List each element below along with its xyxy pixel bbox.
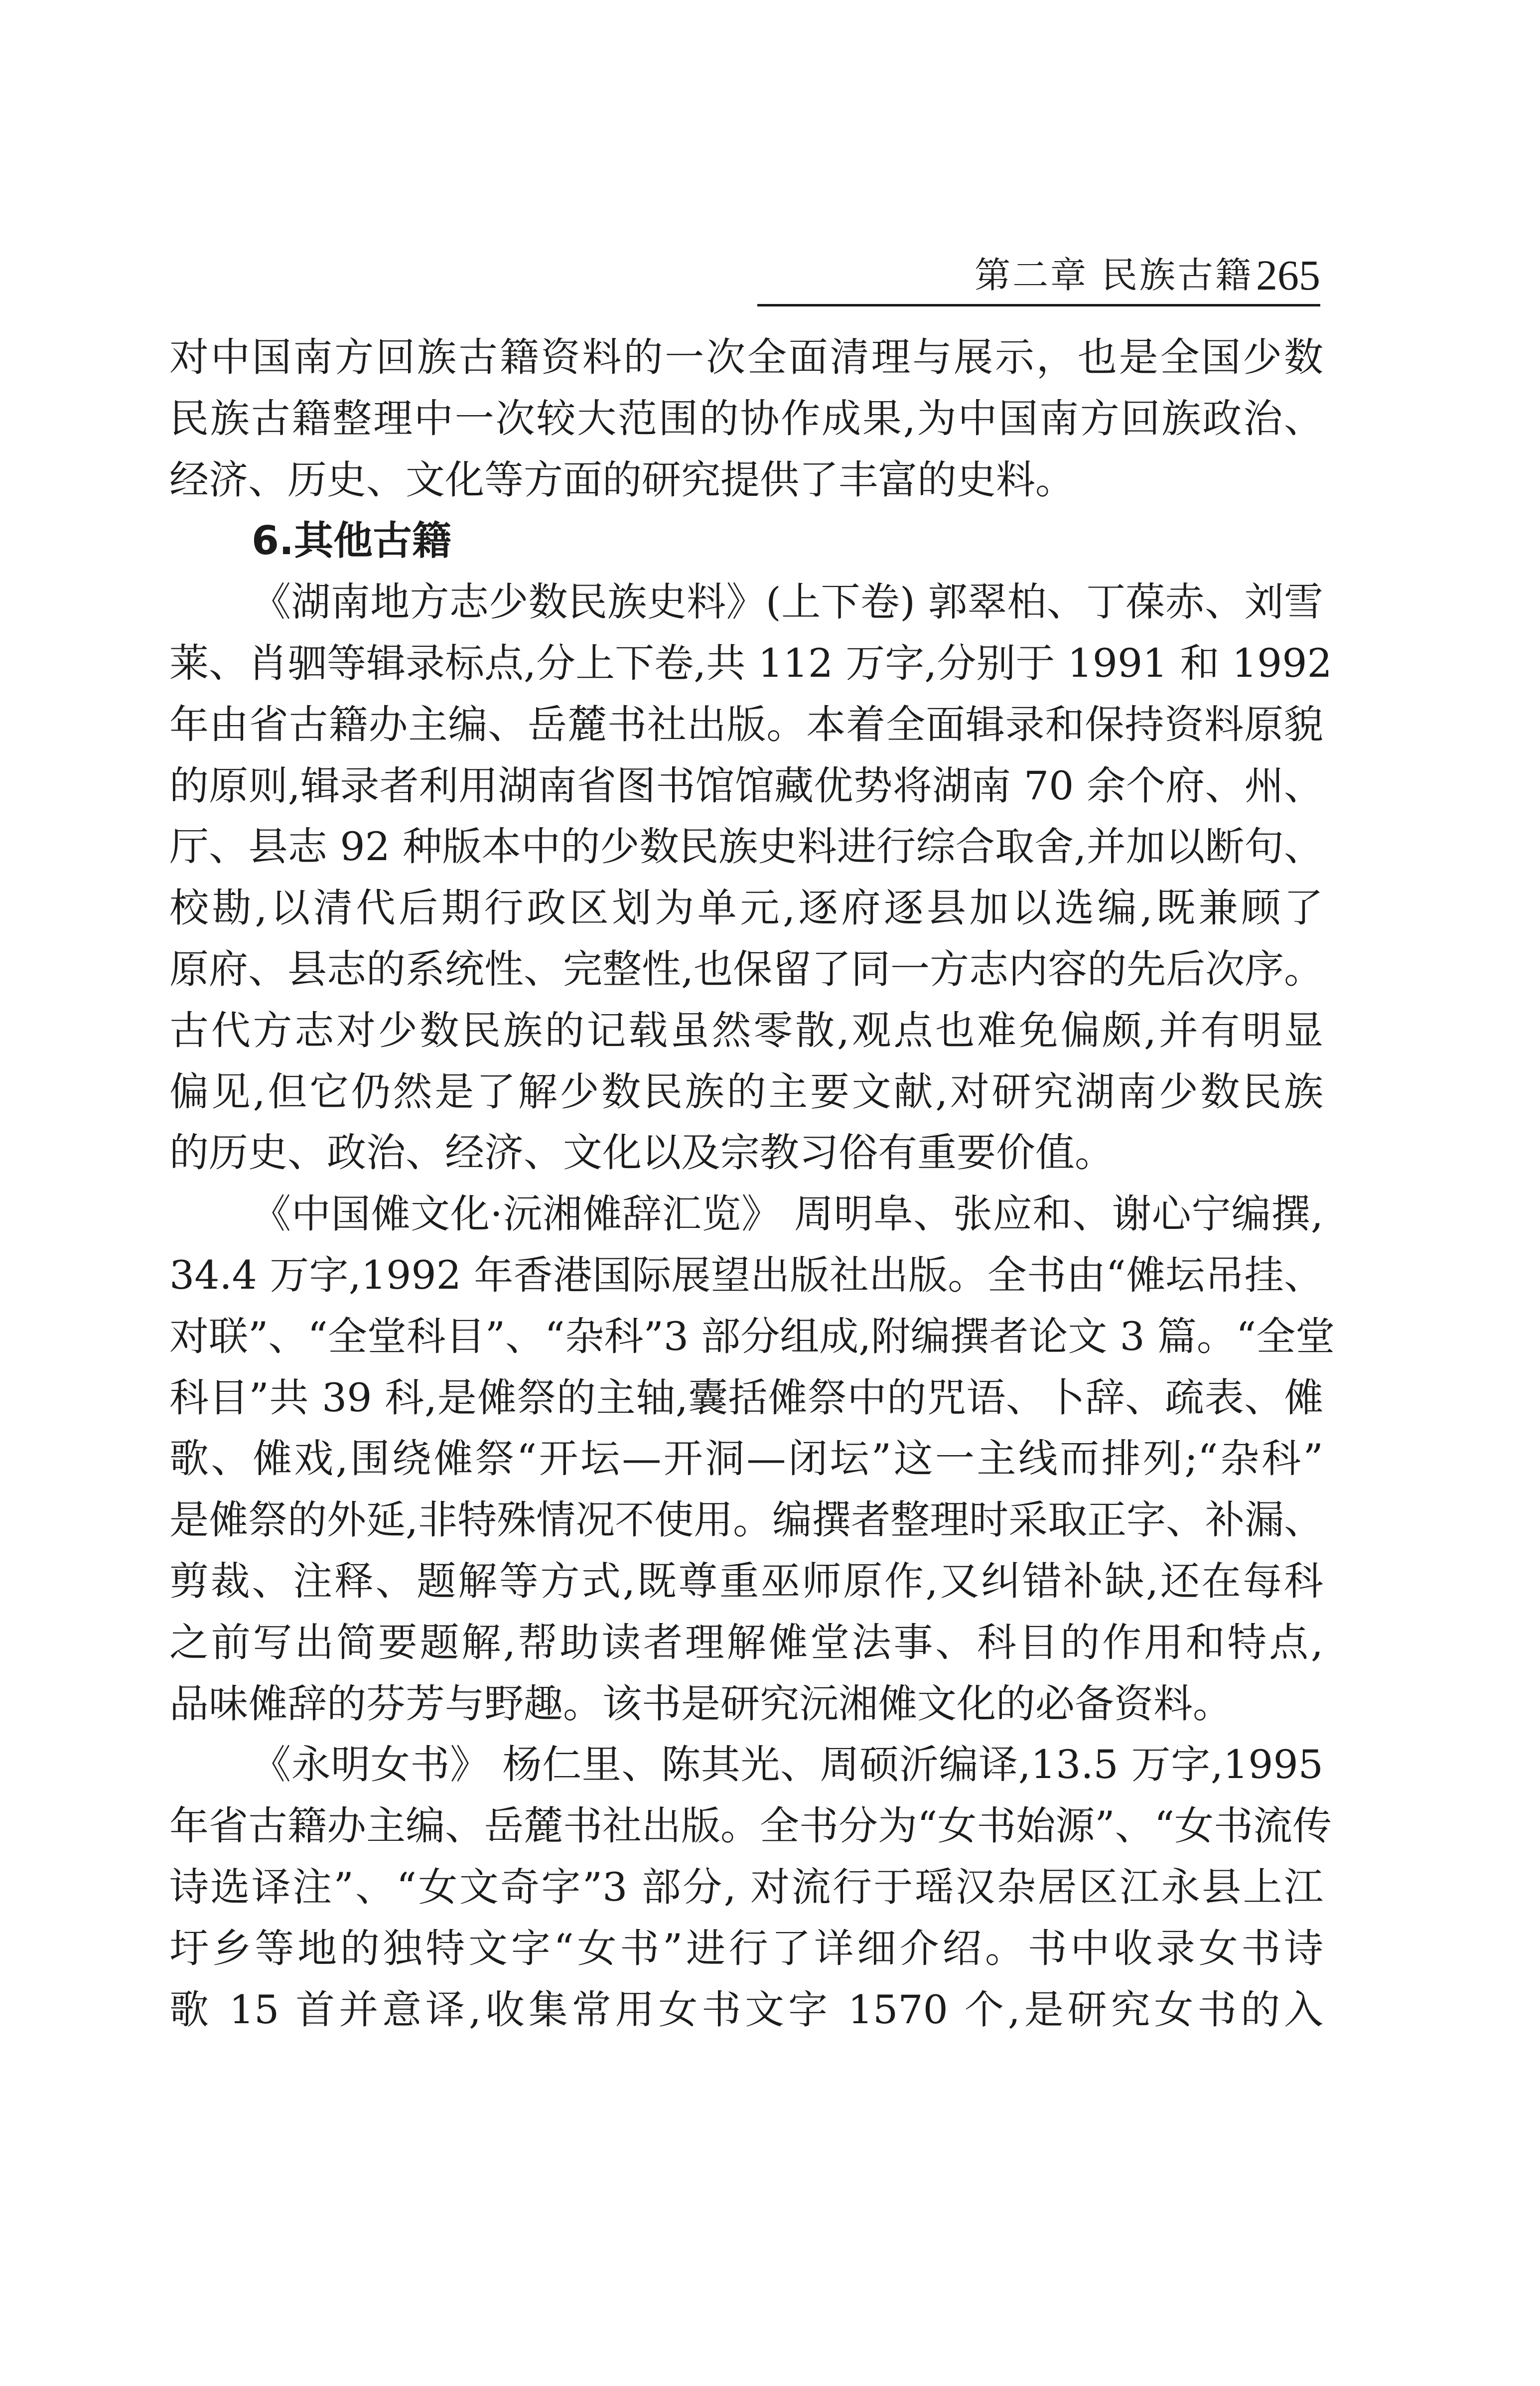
text-line: 是傩祭的外延,非特殊情况不使用。编撰者整理时采取正字、补漏、 bbox=[169, 1497, 1324, 1543]
text-line: 年由省古籍办主编、岳麓书社出版。本着全面辑录和保持资料原貌 bbox=[169, 701, 1323, 747]
text-line: 《湖南地方志少数民族史料》(上下卷) 郭翠柏、丁葆赤、刘雪 bbox=[252, 579, 1323, 625]
text-line: 厅、县志 92 种版本中的少数民族史料进行综合取舍,并加以断句、 bbox=[169, 824, 1323, 870]
text-line: 莱、肖驷等辑录标点,分上下卷,共 112 万字,分别于 1991 和 1992 bbox=[169, 640, 1332, 686]
text-line: 偏见,但它仍然是了解少数民族的主要文献,对研究湖南少数民族 bbox=[169, 1068, 1323, 1115]
text-line: 古代方志对少数民族的记载虽然零散,观点也难免偏颇,并有明显 bbox=[169, 1007, 1323, 1053]
section-heading: 6.其他古籍 bbox=[252, 518, 451, 564]
text-line: 《永明女书》 杨仁里、陈其光、周硕沂编译,13.5 万字,1995 bbox=[252, 1742, 1323, 1788]
text-line: 圩乡等地的独特文字“女书”进行了详细介绍。书中收录女书诗 bbox=[169, 1925, 1323, 1971]
running-header bbox=[757, 249, 1320, 306]
text-line: 歌、傩戏,围绕傩祭“开坛—开洞—闭坛”这一主线而排列;“杂科” bbox=[169, 1436, 1323, 1482]
text-line: 原府、县志的系统性、完整性,也保留了同一方志内容的先后次序。 bbox=[169, 946, 1324, 992]
text-line: 的历史、政治、经济、文化以及宗教习俗有重要价值。 bbox=[169, 1130, 1114, 1176]
text-line: 34.4 万字,1992 年香港国际展望出版社出版。全书由“傩坛吊挂、 bbox=[169, 1252, 1323, 1298]
text-line: 对中国南方回族古籍资料的一次全面清理与展示，也是全国少数 bbox=[169, 334, 1323, 380]
chapter-title: 第二章 民族古籍 bbox=[975, 254, 1253, 296]
text-line: 民族古籍整理中一次较大范围的协作成果,为中国南方回族政治、 bbox=[169, 395, 1323, 442]
text-line: 科目”共 39 科,是傩祭的主轴,囊括傩祭中的咒语、卜辞、疏表、傩 bbox=[169, 1374, 1323, 1421]
page-number: 265 bbox=[1256, 251, 1320, 299]
text-line: 之前写出简要题解,帮助读者理解傩堂法事、科目的作用和特点, bbox=[169, 1619, 1323, 1665]
text-line: 的原则,辑录者利用湖南省图书馆馆藏优势将湖南 70 余个府、州、 bbox=[169, 762, 1323, 809]
text-line: 年省古籍办主编、岳麓书社出版。全书分为“女书始源”、“女书流传 bbox=[169, 1803, 1332, 1849]
text-line: 对联”、“全堂科目”、“杂科”3 部分组成,附编撰者论文 3 篇。“全堂 bbox=[169, 1313, 1335, 1359]
text-line: 《中国傩文化·沅湘傩辞汇览》 周明阜、张应和、谢心宁编撰, bbox=[252, 1191, 1323, 1237]
text-line: 剪裁、注释、题解等方式,既尊重巫师原作,又纠错补缺,还在每科 bbox=[169, 1558, 1323, 1604]
text-line: 校勘,以清代后期行政区划为单元,逐府逐县加以选编,既兼顾了 bbox=[169, 885, 1323, 931]
text-line: 经济、历史、文化等方面的研究提供了丰富的史料。 bbox=[169, 456, 1075, 503]
text-line: 诗选译注”、“女文奇字”3 部分, 对流行于瑶汉杂居区江永县上江 bbox=[169, 1864, 1323, 1910]
text-line: 歌 15 首并意译,收集常用女书文字 1570 个,是研究女书的入 bbox=[169, 1986, 1323, 2033]
text-line: 品味傩辞的芬芳与野趣。该书是研究沅湘傩文化的必备资料。 bbox=[169, 1680, 1232, 1727]
body-text bbox=[169, 327, 1335, 2040]
